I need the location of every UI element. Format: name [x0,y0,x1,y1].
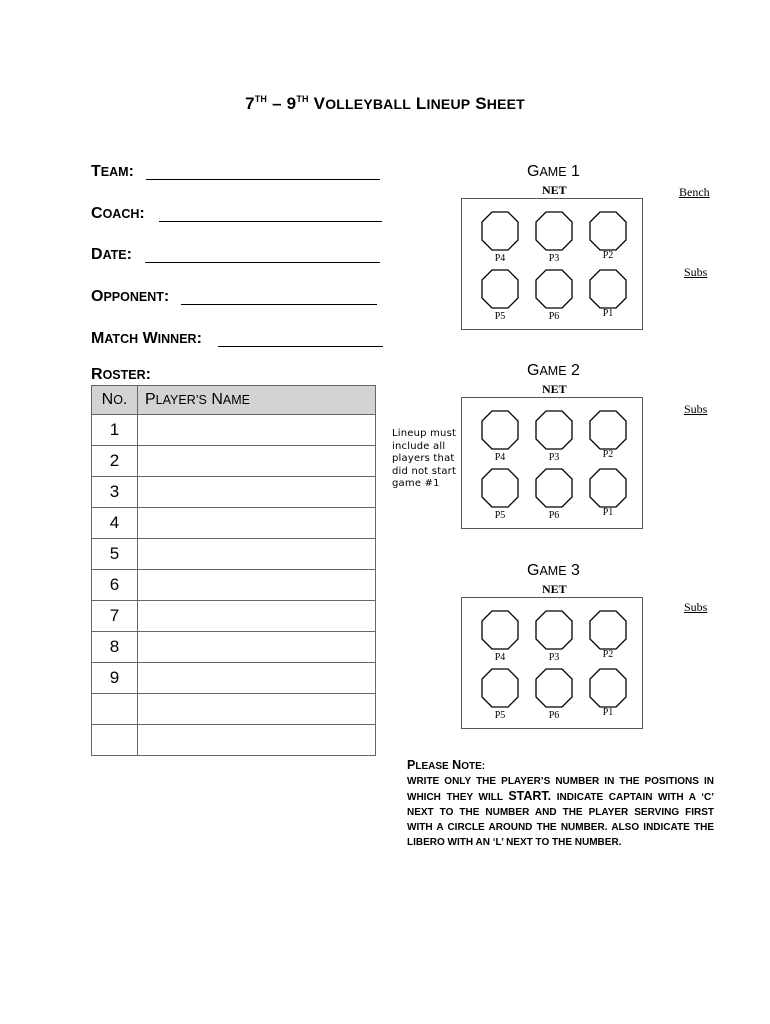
bench-link[interactable]: Bench [679,185,710,199]
game-3-title: GAME 3 [527,562,580,579]
position-p3-octagon[interactable] [535,410,573,450]
roster-number-cell: 7 [92,601,138,632]
roster-player-name-cell[interactable] [138,601,376,632]
roster-number-cell: 6 [92,570,138,601]
match-winner-label: MATCH WINNER: [91,330,202,347]
position-p5-octagon[interactable] [481,468,519,508]
coach-field[interactable] [159,221,382,222]
title-part: 7 [245,94,255,113]
position-label: P5 [494,710,506,721]
date-field[interactable] [145,262,380,263]
subs-link-game-2[interactable]: Subs [684,402,708,416]
roster-player-name-cell[interactable] [138,632,376,663]
game-3-court [461,597,643,729]
roster-row [92,446,376,477]
roster-row [92,663,376,694]
coach-label: COACH: [91,205,145,222]
position-label: P6 [548,311,560,322]
roster-number-cell [92,694,138,725]
roster-number-cell: 8 [92,632,138,663]
roster-player-name-cell[interactable] [138,725,376,756]
please-note [407,758,714,850]
position-label: P4 [494,452,506,463]
game-2-court [461,397,643,529]
title-part: OLLEYBALL [325,96,411,112]
game-2-title: GAME 2 [527,362,580,379]
match-winner-field[interactable] [218,346,383,347]
title-part: HEET [486,96,525,112]
opponent-field[interactable] [181,304,377,305]
roster-number-cell: 3 [92,477,138,508]
position-label: P3 [548,253,560,264]
position-p5-octagon[interactable] [481,269,519,309]
position-label: P3 [548,452,560,463]
position-label: P2 [602,649,614,660]
position-p4-octagon[interactable] [481,410,519,450]
date-label: DATE: [91,246,132,263]
roster-player-name-cell[interactable] [138,477,376,508]
roster-player-name-cell[interactable] [138,570,376,601]
roster-number-cell [92,725,138,756]
please-note-heading: PLEASE NOTE: [407,758,486,772]
game-1-title: GAME 1 [527,163,580,180]
roster-number-cell: 1 [92,415,138,446]
position-label: P1 [602,707,614,718]
header-no: NO. [92,386,138,415]
please-note-body: WRITE ONLY THE PLAYER’S NUMBER IN THE POSITIONS IN WHICH THEY WILL START. INDICATE CAPTAIN WITH A ‘C’ NEXT TO THE NUMBER AND THE PLAYER SERVING FIRST WITH A CIRCLE AROUND THE NUMBER. ALSO INDICATE THE LIBERO WITH AN ‘L’ NEXT TO THE NUMBER. [407,776,714,848]
position-label: P2 [602,250,614,261]
title-part: INEUP [426,96,471,112]
roster-row [92,415,376,446]
position-p4-octagon[interactable] [481,610,519,650]
position-label: P5 [494,510,506,521]
position-label: P4 [494,652,506,663]
roster-player-name-cell[interactable] [138,415,376,446]
position-label: P3 [548,652,560,663]
roster-row [92,632,376,663]
title-part: V [308,94,326,113]
team-label: TEAM: [91,163,134,180]
subs-link-game-3[interactable]: Subs [684,600,708,614]
roster-table [91,385,376,756]
roster-player-name-cell[interactable] [138,446,376,477]
game-3-net-label: NET [542,582,567,596]
roster-row [92,477,376,508]
game-1-court [461,198,643,330]
position-label: P6 [548,510,560,521]
position-p4-octagon[interactable] [481,211,519,251]
roster-number-cell: 9 [92,663,138,694]
position-label: P2 [602,449,614,460]
position-p6-octagon[interactable] [535,468,573,508]
roster-row [92,508,376,539]
roster-player-name-cell[interactable] [138,663,376,694]
roster-header-row [92,386,376,415]
roster-number-cell: 4 [92,508,138,539]
title-part: S [470,94,487,113]
title-part: – [267,94,287,113]
roster-row [92,601,376,632]
position-label: P5 [494,311,506,322]
position-p3-octagon[interactable] [535,610,573,650]
subs-link-game-1[interactable]: Subs [684,265,708,279]
position-p6-octagon[interactable] [535,269,573,309]
position-p1-octagon[interactable] [589,668,627,708]
roster-player-name-cell[interactable] [138,694,376,725]
title-part: L [410,94,427,113]
roster-label: ROSTER: [91,366,151,383]
position-label: P1 [602,507,614,518]
game-1-net-label: NET [542,183,567,197]
position-p2-octagon[interactable] [589,610,627,650]
position-p2-octagon[interactable] [589,410,627,450]
roster-row [92,570,376,601]
title-part: 9 [286,94,297,113]
position-label: P4 [494,253,506,264]
title-sup: TH [254,94,268,104]
title-sup: TH [296,94,309,104]
roster-row [92,725,376,756]
page-title [0,94,770,114]
roster-player-name-cell[interactable] [138,539,376,570]
team-field[interactable] [146,179,380,180]
lineup-note: Lineup must include all players that did not start game #1 [392,428,457,489]
position-p3-octagon[interactable] [535,211,573,251]
position-label: P1 [602,308,614,319]
roster-row [92,539,376,570]
game-2-net-label: NET [542,382,567,396]
position-p2-octagon[interactable] [589,211,627,251]
opponent-label: OPPONENT: [91,288,170,305]
roster-row [92,694,376,725]
header-player-name: PLAYER’S NAME [138,386,376,415]
position-p6-octagon[interactable] [535,668,573,708]
position-p1-octagon[interactable] [589,269,627,309]
roster-number-cell: 2 [92,446,138,477]
position-p5-octagon[interactable] [481,668,519,708]
position-p1-octagon[interactable] [589,468,627,508]
position-label: P6 [548,710,560,721]
roster-number-cell: 5 [92,539,138,570]
roster-player-name-cell[interactable] [138,508,376,539]
